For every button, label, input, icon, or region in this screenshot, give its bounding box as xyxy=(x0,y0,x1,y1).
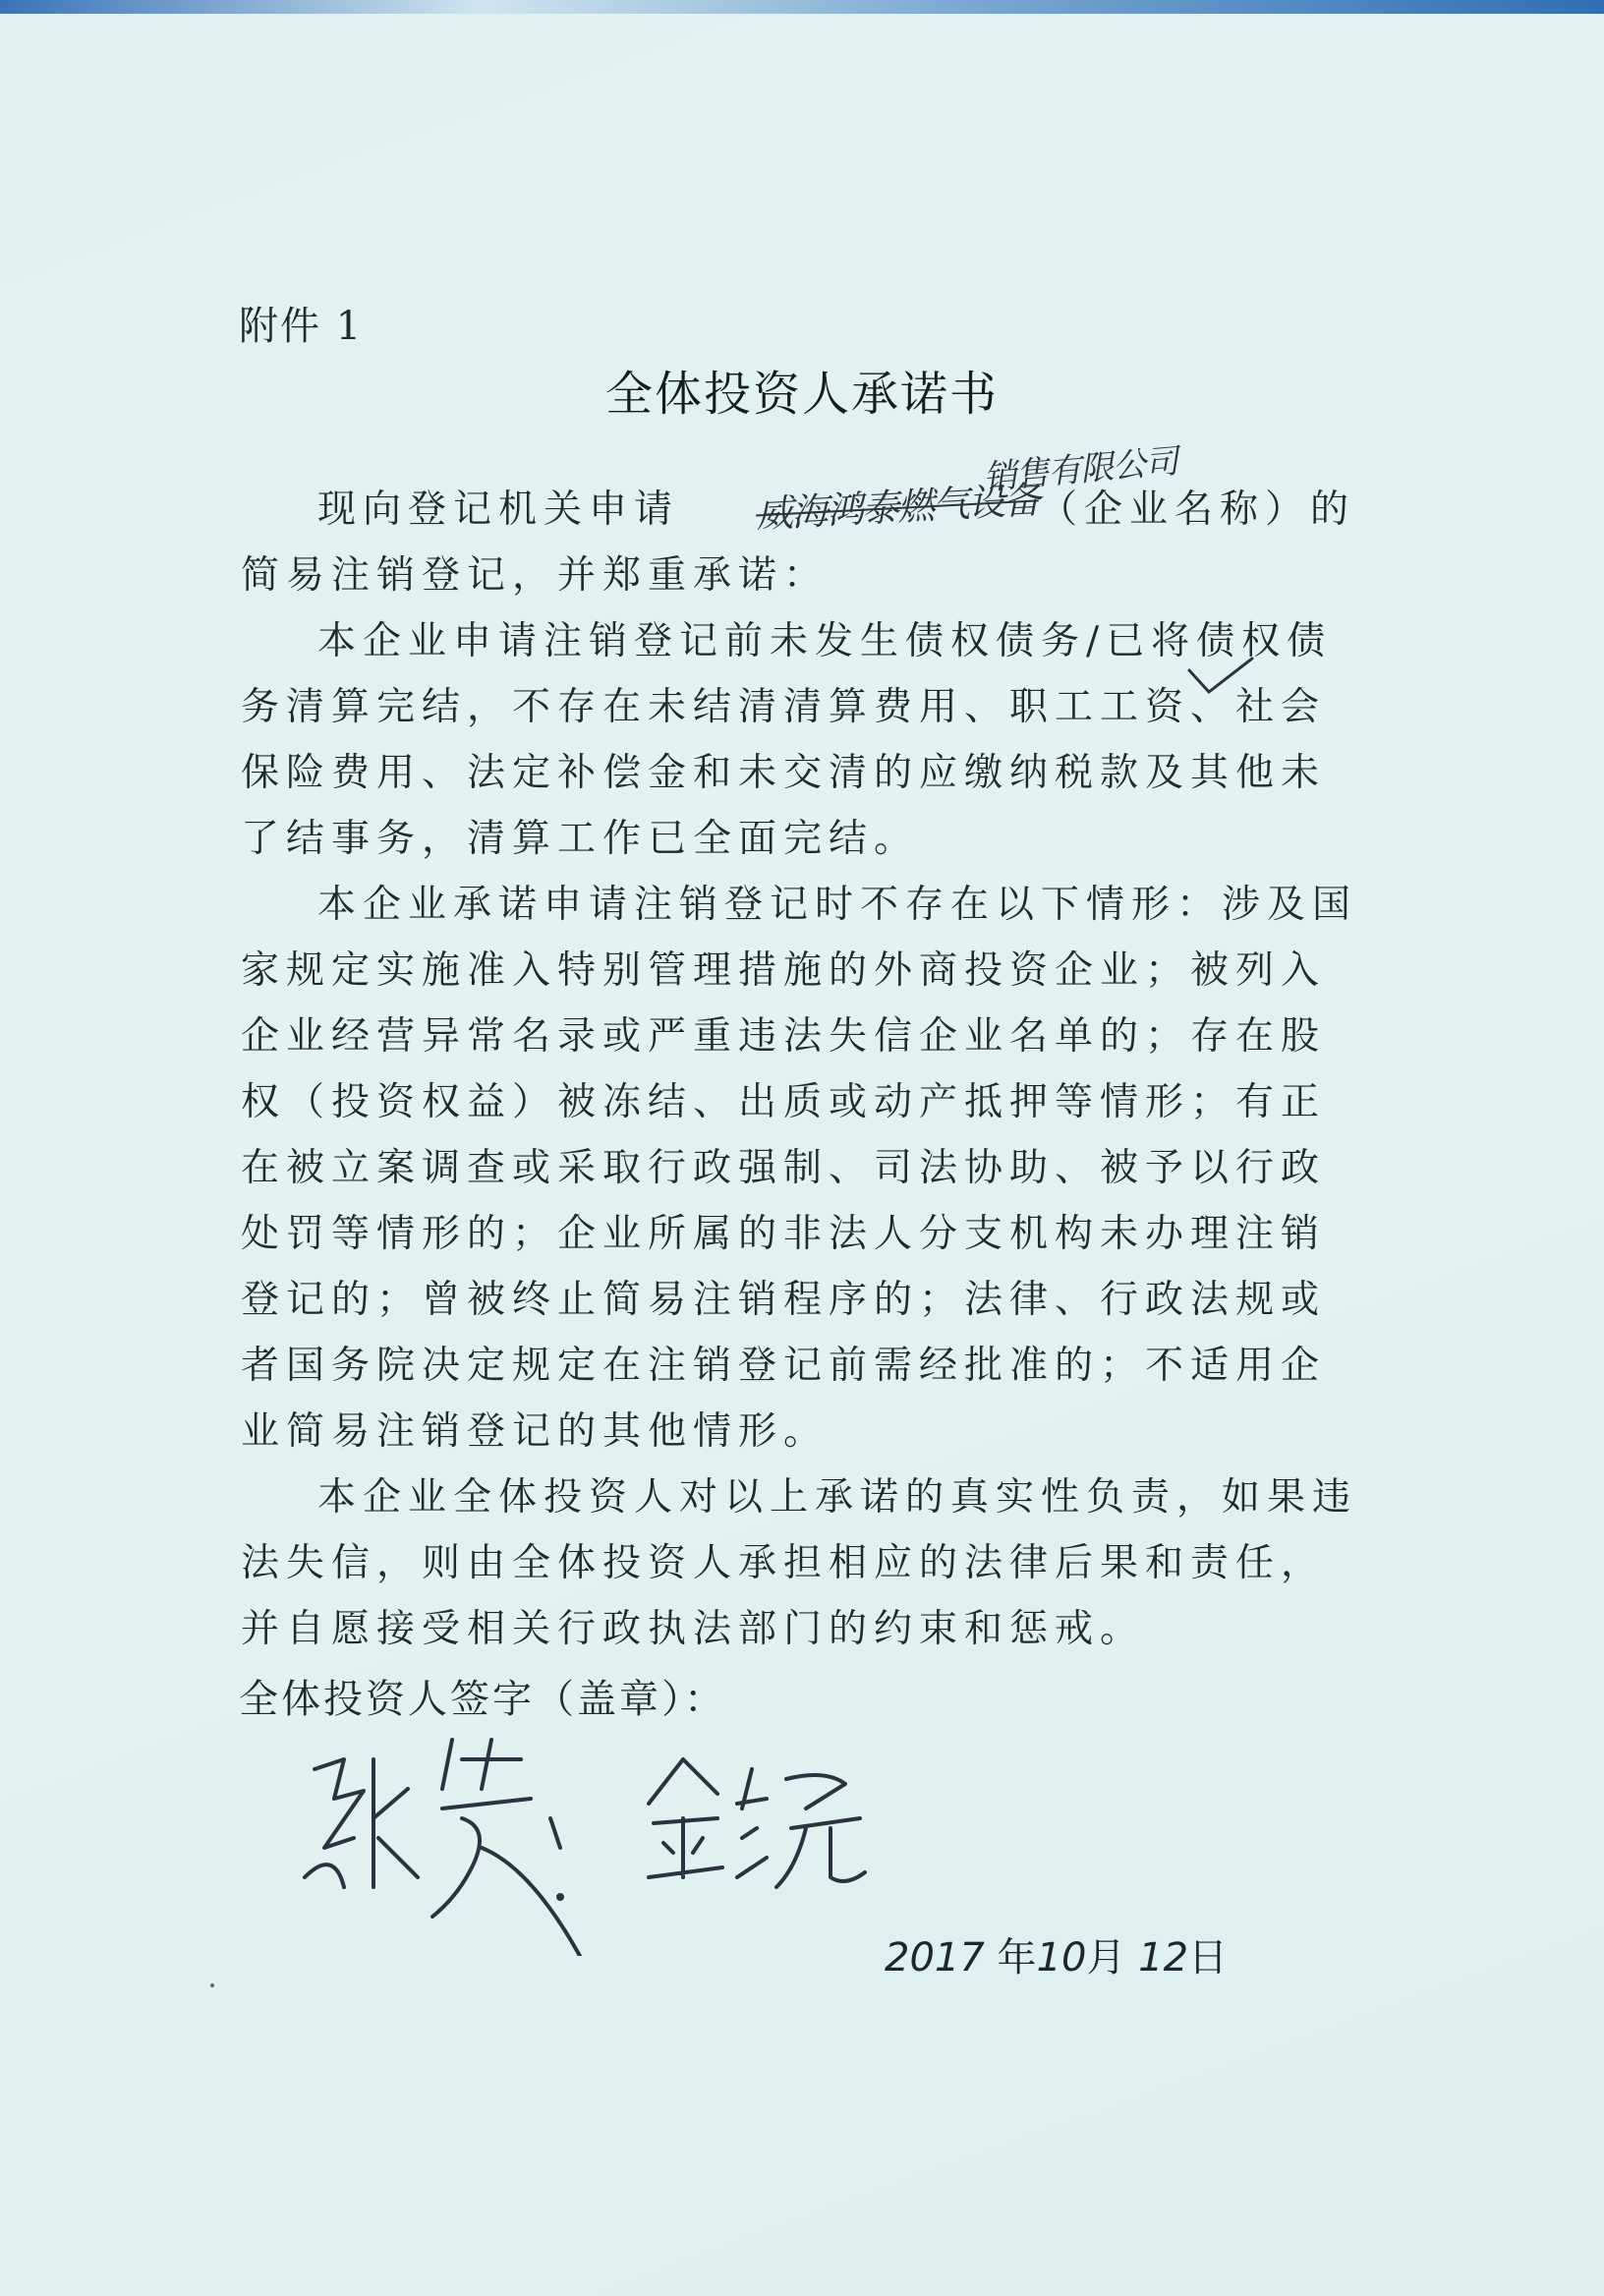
paragraph-debt-settlement: 本企业申请注销登记前未发生债权债务/已将债权债务清算完结，不存在未结清清算费用、职工工资、社会保险费用、法定补偿金和未交清的应缴纳税款及其他未了结事务，清算工作已全面完结。 xyxy=(241,619,1333,861)
date-day-unit: 日 xyxy=(1188,1935,1229,1980)
paragraph-application-prefix: 现向登记机关申请 xyxy=(317,488,680,532)
date-year-unit: 年 xyxy=(997,1935,1037,1980)
attachment-label: 附件 1 xyxy=(239,304,364,349)
date-day: 12 xyxy=(1138,1935,1189,1980)
commitment-body xyxy=(241,477,1361,1662)
handwritten-company-name: 威海鸿泰燃气设备 xyxy=(754,478,1040,537)
date-year: 2017 xyxy=(885,1935,985,1980)
signature-jin-rui xyxy=(649,1759,865,1887)
date-month: 10 xyxy=(1036,1935,1087,1980)
date-month-unit: 月 xyxy=(1086,1935,1126,1980)
signature-label: 全体投资人签字（盖章）： xyxy=(239,1677,726,1722)
paragraph-exclusions: 本企业承诺申请注销登记时不存在以下情形：涉及国家规定实施准入特别管理措施的外商投资企业；被列入企业经营异常名录或严重违法失信企业名单的；存在股权（投资权益）被冻结、出质或动产抵押等情形；有正在被立案调查或采取行政强制、司法协助、被予以行政处罚等情形的；企业所属的非法人分支机构未办理注销登记的；曾被终止简易注销程序的；法律、行政法规或者国务院决定规定在注销登记前需经批准的；不适用企业简易注销登记的其他情形。 xyxy=(241,883,1358,1454)
checkmark-icon xyxy=(1187,657,1256,696)
paper-speck xyxy=(210,1983,214,1987)
desk-edge-strip xyxy=(0,0,1604,14)
document-title: 全体投资人承诺书 xyxy=(604,367,999,422)
paragraph-application xyxy=(241,477,1361,608)
paragraph-responsibility: 本企业全体投资人对以上承诺的真实性负责，如果违法失信，则由全体投资人承担相应的法律后果和责任，并自愿接受相关行政执法部门的约束和惩戒。 xyxy=(241,1475,1358,1651)
paragraph-application-suffix: （企业名称）的简易注销登记，并郑重承诺： xyxy=(241,488,1356,598)
handwritten-signatures xyxy=(295,1730,885,1956)
signing-date xyxy=(885,1926,1228,1982)
handwritten-company-name-tail: 销售有限公司 xyxy=(981,441,1179,498)
signature-zhang-jing xyxy=(305,1740,580,1956)
